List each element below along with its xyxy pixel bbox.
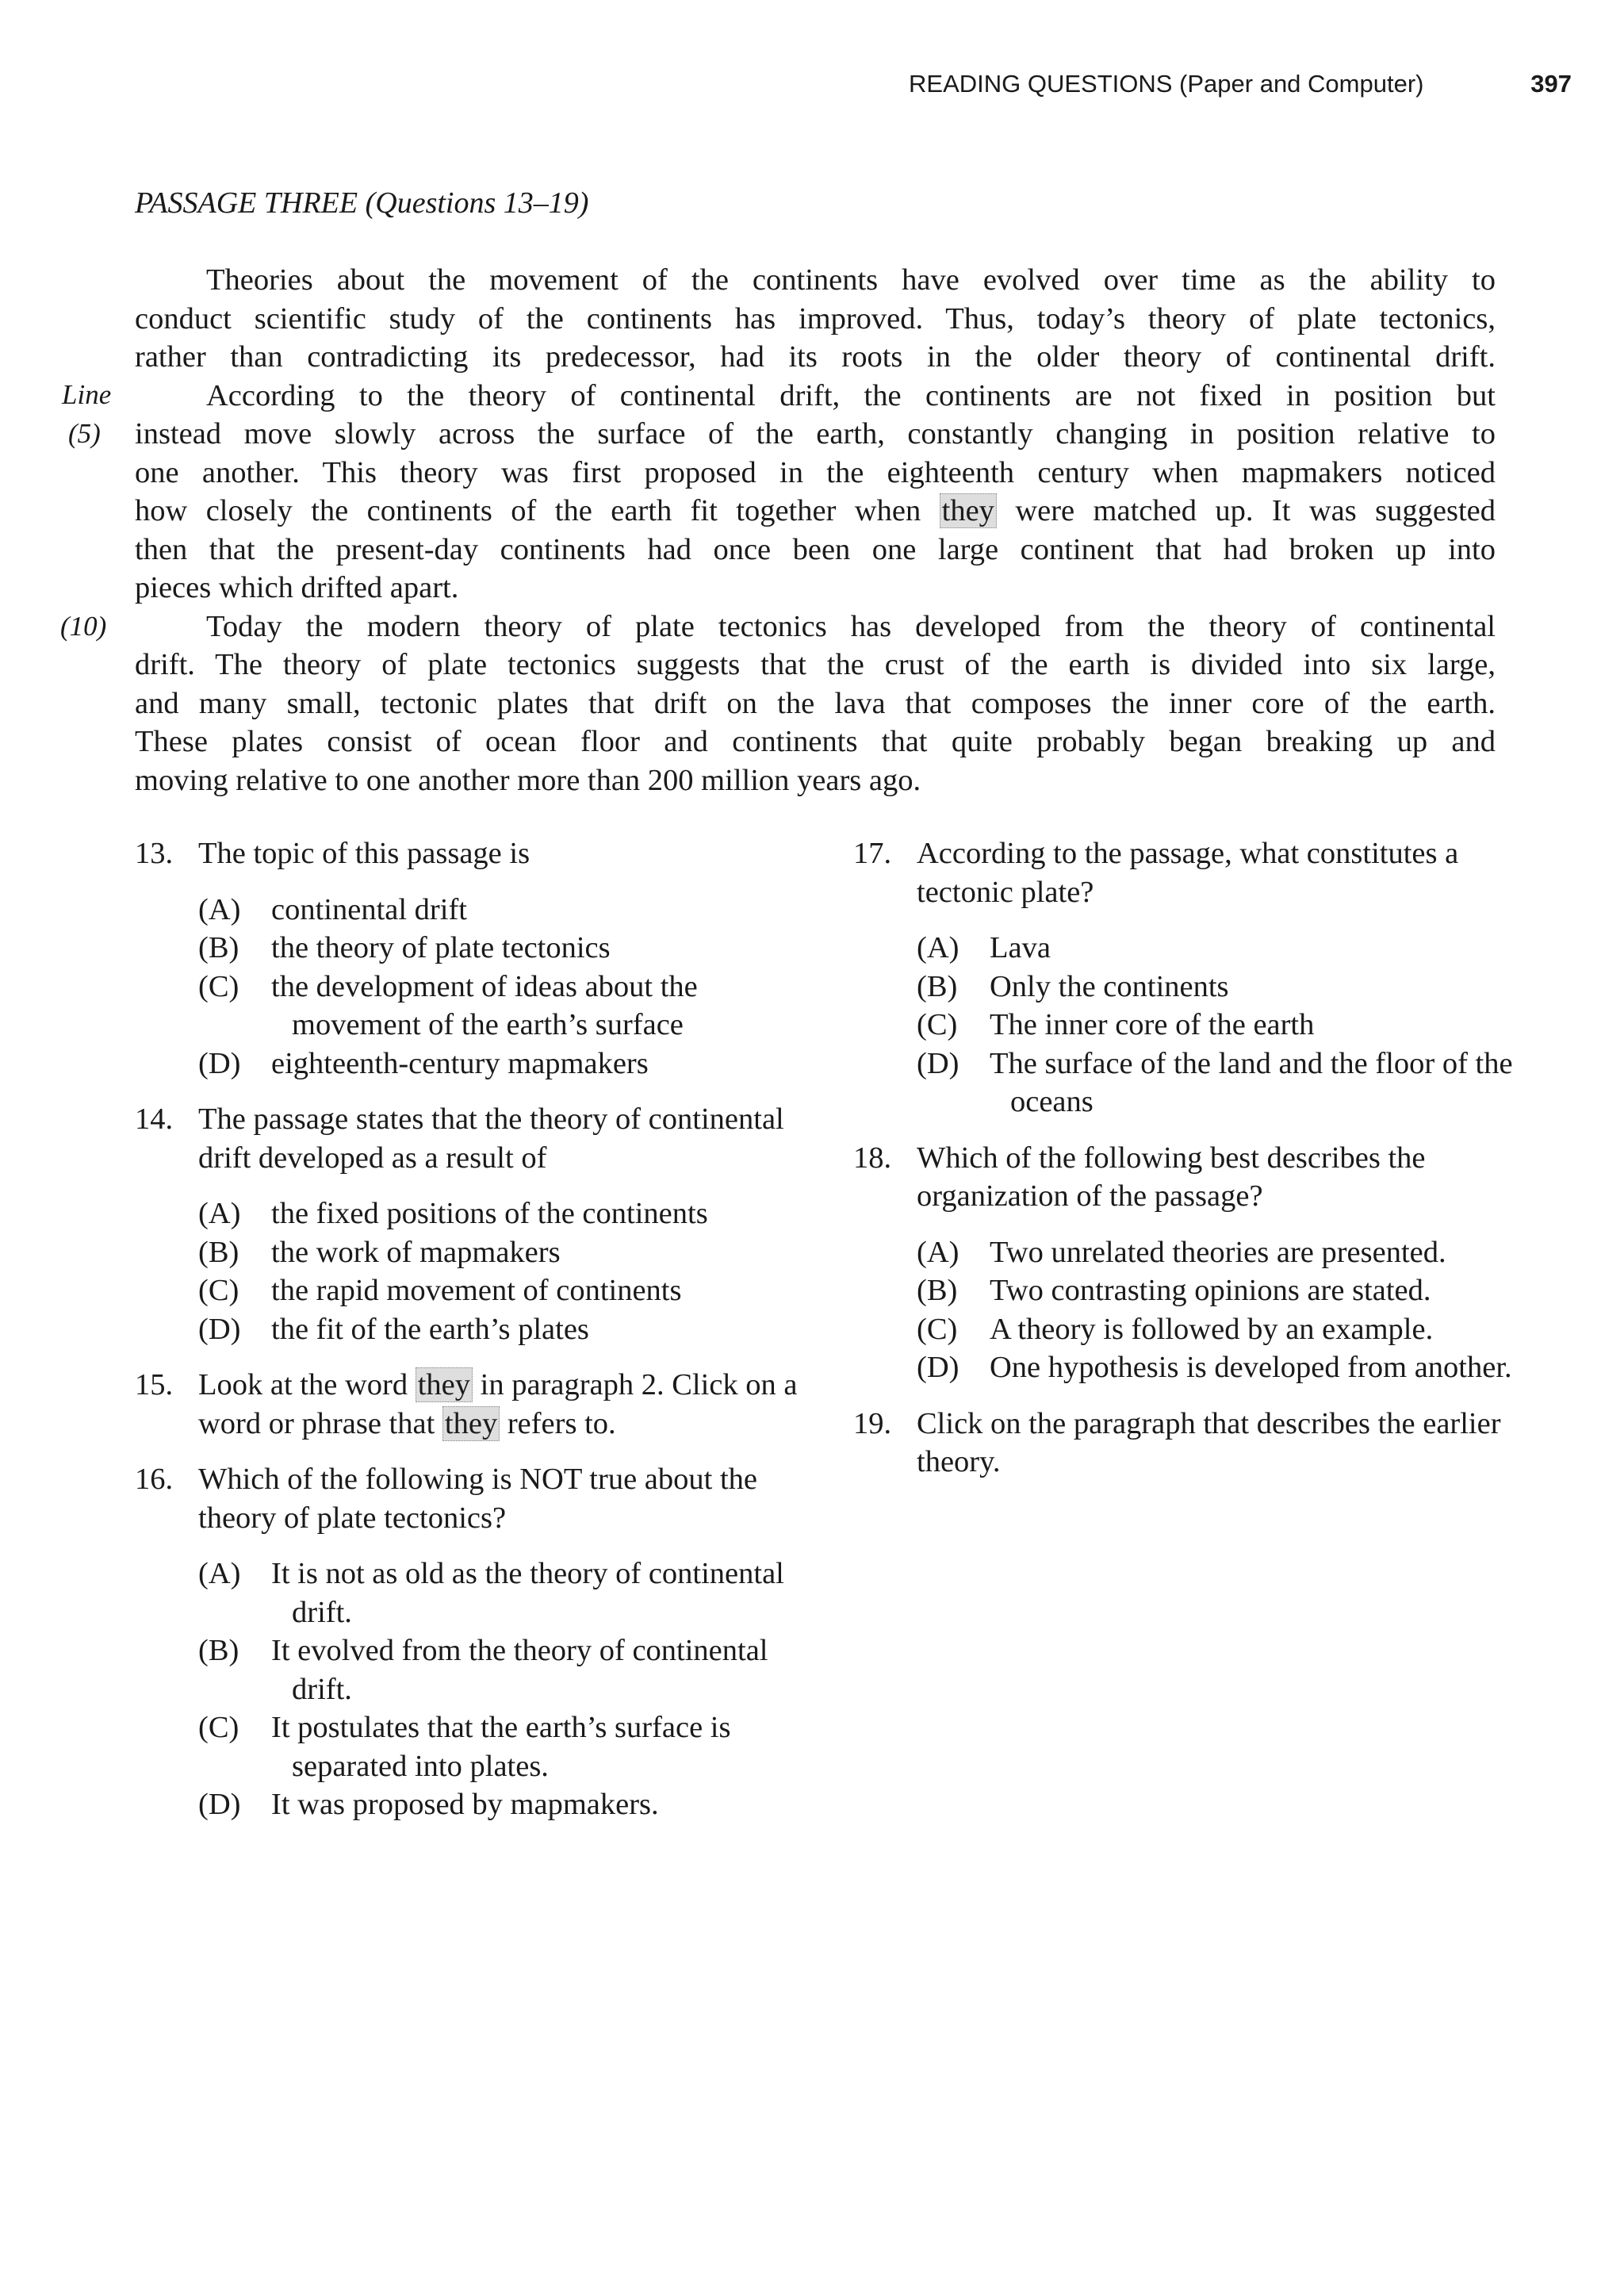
option-text: Two unrelated theories are presented. bbox=[990, 1235, 1446, 1269]
answer-option[interactable] bbox=[198, 1785, 825, 1824]
page-number: 397 bbox=[1530, 70, 1572, 98]
line-marker-5: (5) bbox=[68, 418, 101, 449]
answer-option[interactable] bbox=[198, 1233, 825, 1272]
option-text: The inner core of the earth bbox=[990, 1008, 1315, 1041]
passage-line: conduct scientific study of the continents has improved. Thus, today’s theory of plate tectonics, bbox=[135, 301, 1496, 335]
answer-option[interactable] bbox=[198, 968, 825, 1045]
passage-line: rather than contradicting its predecessor, had its roots in the older theory of continental drift. bbox=[135, 340, 1496, 374]
option-text: Two contrasting opinions are stated. bbox=[990, 1274, 1431, 1307]
answer-options bbox=[917, 929, 1519, 1121]
option-letter: (A) bbox=[917, 931, 959, 964]
passage-text: how closely the continents of the earth fit together when bbox=[135, 494, 921, 527]
answer-option[interactable] bbox=[198, 891, 825, 930]
highlighted-word-they[interactable]: they bbox=[416, 1367, 473, 1402]
highlighted-word-they[interactable]: they bbox=[940, 493, 997, 528]
question-number: 16. bbox=[135, 1463, 174, 1496]
answer-options bbox=[198, 891, 825, 1083]
option-letter: (D) bbox=[198, 1788, 241, 1821]
option-text: A theory is followed by an example. bbox=[990, 1312, 1434, 1346]
question-stem: Which of the following is NOT true about the theory of plate tectonics? bbox=[198, 1463, 757, 1535]
answer-option[interactable] bbox=[917, 1348, 1519, 1387]
passage-line: and many small, tectonic plates that drift on the lava that composes the inner core of the earth. bbox=[135, 686, 1496, 720]
option-text: the work of mapmakers bbox=[271, 1235, 561, 1269]
question-number: 13. bbox=[135, 837, 174, 870]
option-text: the fixed positions of the continents bbox=[271, 1197, 708, 1230]
option-letter: (A) bbox=[198, 892, 241, 926]
question-13 bbox=[135, 834, 825, 1083]
question-19 bbox=[853, 1405, 1519, 1482]
option-text: the rapid movement of continents bbox=[271, 1274, 682, 1307]
option-letter: (A) bbox=[917, 1235, 959, 1269]
answer-options bbox=[917, 1233, 1519, 1387]
passage-line: According to the theory of continental drift, the continents are not fixed in position but bbox=[206, 378, 1496, 412]
option-text: It evolved from the theory of continental drift. bbox=[271, 1634, 768, 1706]
option-text: The surface of the land and the floor of the oceans bbox=[990, 1046, 1513, 1118]
option-text: the fit of the earth’s plates bbox=[271, 1312, 589, 1346]
passage-line: pieces which drifted apart. bbox=[135, 571, 459, 604]
option-letter: (C) bbox=[917, 1312, 958, 1346]
passage-title: PASSAGE THREE (Questions 13–19) bbox=[135, 186, 589, 220]
option-letter: (C) bbox=[198, 969, 239, 1003]
question-stem: Click on the paragraph that describes the earlier theory. bbox=[917, 1406, 1501, 1478]
option-letter: (C) bbox=[917, 1008, 958, 1041]
question-17 bbox=[853, 834, 1519, 1121]
passage-line: Theories about the movement of the continents have evolved over time as the ability to bbox=[206, 263, 1496, 297]
question-number: 19. bbox=[853, 1406, 892, 1440]
question-15 bbox=[135, 1366, 825, 1443]
answer-option[interactable] bbox=[917, 1006, 1519, 1045]
option-letter: (B) bbox=[198, 1634, 239, 1667]
reading-passage[interactable] bbox=[135, 261, 1496, 799]
option-text: eighteenth-century mapmakers bbox=[271, 1046, 649, 1080]
option-text: It postulates that the earth’s surface is separated into plates. bbox=[271, 1711, 731, 1783]
stem-text: Look at the word bbox=[198, 1368, 408, 1401]
answer-option[interactable] bbox=[917, 968, 1519, 1006]
question-number: 18. bbox=[853, 1141, 892, 1175]
option-text: Only the continents bbox=[990, 969, 1229, 1003]
question-stem: The topic of this passage is bbox=[198, 837, 530, 870]
answer-option[interactable] bbox=[198, 1194, 825, 1233]
answer-option[interactable] bbox=[198, 1310, 825, 1349]
answer-option[interactable] bbox=[917, 1045, 1519, 1121]
answer-options bbox=[198, 1555, 825, 1824]
passage-line: then that the present-day continents had once been one large continent that had broken up into bbox=[135, 532, 1496, 566]
option-text: Lava bbox=[990, 931, 1051, 964]
question-stem: The passage states that the theory of continental drift developed as a result of bbox=[198, 1102, 784, 1175]
answer-option[interactable] bbox=[917, 1233, 1519, 1272]
running-head: READING QUESTIONS (Paper and Computer) bbox=[909, 70, 1424, 98]
passage-line: Today the modern theory of plate tectonics has developed from the theory of continental bbox=[206, 609, 1496, 643]
answer-option[interactable] bbox=[917, 1271, 1519, 1310]
passage-text: were matched up. It was suggested bbox=[1015, 494, 1496, 527]
highlighted-word-they[interactable]: they bbox=[442, 1406, 500, 1441]
questions-left-column bbox=[135, 834, 825, 1842]
question-number: 15. bbox=[135, 1368, 174, 1401]
answer-option[interactable] bbox=[198, 1708, 825, 1785]
option-letter: (B) bbox=[917, 1274, 958, 1307]
passage-line: drift. The theory of plate tectonics suggests that the crust of the earth is divided into six large, bbox=[135, 648, 1496, 681]
question-16 bbox=[135, 1460, 825, 1824]
answer-options bbox=[198, 1194, 825, 1348]
option-letter: (D) bbox=[198, 1312, 241, 1346]
option-text: It was proposed by mapmakers. bbox=[271, 1788, 659, 1821]
option-letter: (B) bbox=[198, 931, 239, 964]
answer-option[interactable] bbox=[198, 1555, 825, 1631]
passage-line: one another. This theory was first proposed in the eighteenth century when mapmakers noticed bbox=[135, 455, 1496, 489]
answer-option[interactable] bbox=[198, 1271, 825, 1310]
option-letter: (D) bbox=[917, 1046, 959, 1080]
passage-line: instead move slowly across the surface of the earth, constantly changing in position relative to bbox=[135, 417, 1496, 451]
stem-text: refers to. bbox=[507, 1406, 616, 1440]
option-text: One hypothesis is developed from another. bbox=[990, 1351, 1512, 1384]
option-letter: (A) bbox=[198, 1197, 241, 1230]
answer-option[interactable] bbox=[917, 1310, 1519, 1349]
question-stem: According to the passage, what constitutes a tectonic plate? bbox=[917, 837, 1459, 909]
page-header bbox=[909, 70, 1572, 109]
questions-right-column bbox=[853, 834, 1519, 1499]
question-14 bbox=[135, 1100, 825, 1348]
option-letter: (C) bbox=[198, 1711, 239, 1744]
answer-option[interactable] bbox=[198, 929, 825, 968]
answer-option[interactable] bbox=[917, 929, 1519, 968]
passage-line: moving relative to one another more than 200 million years ago. bbox=[135, 763, 921, 797]
question-18 bbox=[853, 1139, 1519, 1387]
stem-text: in paragraph 2. Click on a word or phrase that bbox=[198, 1368, 798, 1440]
question-number: 14. bbox=[135, 1102, 174, 1136]
line-marker-10: (10) bbox=[60, 611, 107, 642]
passage-line: These plates consist of ocean floor and continents that quite probably began breaking up and bbox=[135, 725, 1496, 758]
question-stem: Which of the following best describes the organization of the passage? bbox=[917, 1141, 1426, 1213]
answer-option[interactable] bbox=[198, 1631, 825, 1708]
option-letter: (B) bbox=[917, 969, 958, 1003]
option-text: the development of ideas about the movement of the earth’s surface bbox=[271, 969, 698, 1041]
option-text: It is not as old as the theory of continental drift. bbox=[271, 1557, 784, 1629]
option-letter: (B) bbox=[198, 1235, 239, 1269]
option-text: the theory of plate tectonics bbox=[271, 931, 611, 964]
answer-option[interactable] bbox=[198, 1045, 825, 1083]
option-letter: (D) bbox=[198, 1046, 241, 1080]
option-letter: (C) bbox=[198, 1274, 239, 1307]
option-text: continental drift bbox=[271, 892, 467, 926]
option-letter: (A) bbox=[198, 1557, 241, 1590]
question-stem bbox=[198, 1366, 825, 1443]
question-number: 17. bbox=[853, 837, 892, 870]
line-marker-label: Line bbox=[62, 379, 112, 410]
option-letter: (D) bbox=[917, 1351, 959, 1384]
passage-line bbox=[135, 492, 1496, 531]
